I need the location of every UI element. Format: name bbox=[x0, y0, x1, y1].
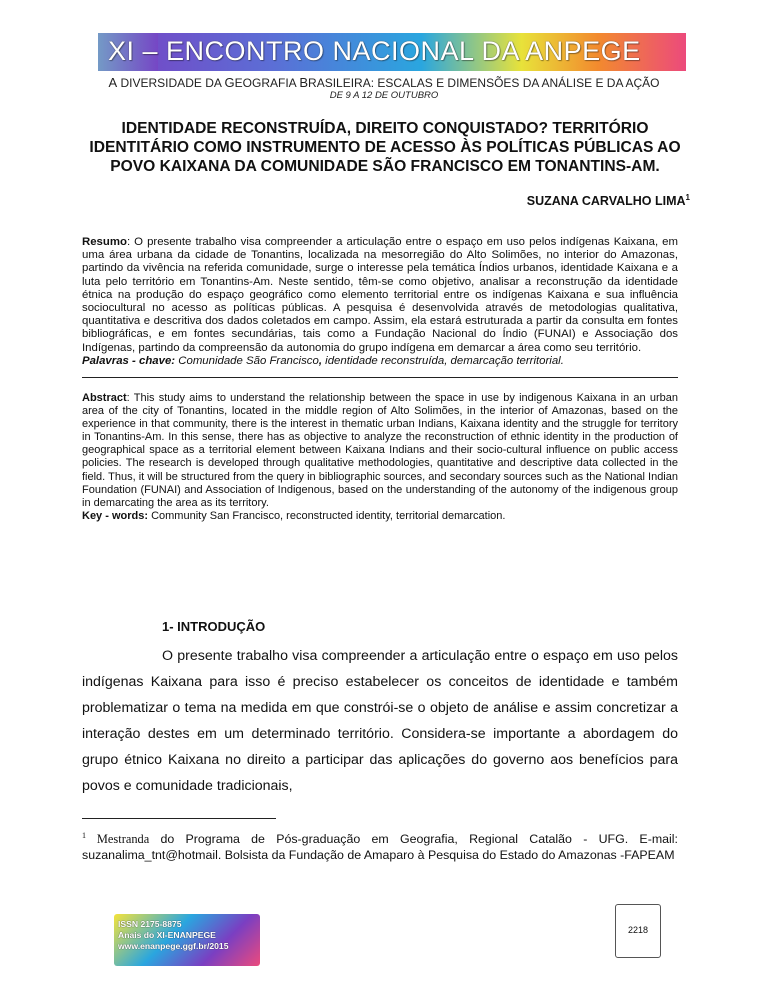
resumo-keywords-comma: , bbox=[318, 354, 322, 367]
conference-banner bbox=[98, 33, 686, 71]
issn-proceedings-line: Anais do XI-ENANPEGE bbox=[118, 930, 216, 940]
resumo-text: : O presente trabalho visa compreender a articulação entre o espaço em uso pelos indígenas Kaixana, em uma área urbana da cidade de Tonantins, localizada na mesorregião do Alto Solimões, no interior do Amazonas, partindo da vivência na referida comunidade, surge o interesse pela temática Índios urbanos, identidade Kaixana e a luta pelo território em Tonantins-Am. Neste sentido, têm-se como objetivo, analisar a reconstrução da identidade étnica na produção do espaço geográfico como elemento territorial entre os indígenas Kaixana e sua influência sociocultural no acesso as políticas públicas. A pesquisa é desenvolvida através de metodologias qualitativa, quantitativa e descritiva dos dados coletados em campo. Assim, ela estará estruturada a partir da consulta em fontes bibliográficas, e em fontes secundárias, tais como a Fundação Nacional do Índio (FUNAI) e Associação dos Indígenas, partindo da compreensão da autonomia do grupo indígena em demarcar a área como seu território. bbox=[82, 236, 678, 354]
issn-url-line: www.enanpege.ggf.br/2015 bbox=[118, 941, 229, 951]
abstract-keywords: Community San Francisco, reconstructed identity, territorial demarcation. bbox=[148, 509, 506, 522]
resumo-label: Resumo bbox=[82, 236, 127, 248]
banner-title: XI – ENCONTRO NACIONAL DA ANPEGE bbox=[108, 36, 641, 66]
resumo-keywords-a: Comunidade São Francisco bbox=[175, 354, 319, 367]
issn-badge bbox=[114, 914, 260, 966]
abstract-text: : This study aims to understand the relationship between the space in use by indigenous Kaixana in an urban area of the city of Tonantins, located in the middle region of Alto Solimões, in the interior of Amazonas, based on the experience in that community, there is the interest in thematic urban Indians, Kaixana identity and the struggle for territory in Tonantins-Am. In this sense, there has as objective to analyze the reconstruction of ethnic identity in the production of geographical space as a territorial element between Kaixana Indians and their socio-cultural influence on public access policies. The research is developed through qualitative methodologies, quantitative and descriptive data collected in the field. Thus, it will be structured from the query in bibliographic sources, and secondary sources such as the National Indian Foundation (FUNAI) and Association of Indigenous, based on the understanding of the autonomy of the indigenous group in demarcating the area as its territory. bbox=[82, 392, 678, 509]
issn-line: ISSN 2175-8875 bbox=[118, 919, 182, 929]
resumo-keywords-b: identidade reconstruída, demarcação territorial. bbox=[322, 354, 564, 367]
abstract-label: Abstract bbox=[82, 392, 127, 404]
footnote bbox=[82, 828, 678, 863]
footnote-text: do Programa de Pós-graduação em Geografia, Regional Catalão - UFG. E-mail: suzanalima_tnt@hotmail. Bolsista da Fundação de Amaparo à Pesquisa do Estado do Amazonas -FAPEAM bbox=[82, 832, 678, 863]
section-divider bbox=[82, 377, 678, 378]
page-number-box bbox=[615, 904, 661, 958]
author-footnote-mark: 1 bbox=[685, 193, 690, 202]
footnote-mark: 1 bbox=[82, 831, 86, 840]
resumo-block bbox=[82, 236, 678, 368]
page-number: 2218 bbox=[627, 925, 649, 935]
paper-title: IDENTIDADE RECONSTRUÍDA, DIREITO CONQUISTADO? TERRITÓRIO IDENTITÁRIO COMO INSTRUMENTO DE ACESSO ÀS POLÍTICAS PÚBLICAS AO POVO KAIXANA DA COMUNIDADE SÃO FRANCISCO EM TONANTINS-AM. bbox=[89, 120, 681, 175]
intro-paragraph: O presente trabalho visa compreender a articulação entre o espaço em uso pelos indígenas Kaixana para isso é preciso estabelecer os conceitos de identidade e também problematizar o tema na medida em que constrói-se o objeto de análise e assim concretizar a interação destes em um determinado território. Considera-se importante a abordagem do grupo étnico Kaixana no direito a participar das aplicações do governo aos benefícios para povos e comunidade tradicionais, bbox=[82, 648, 678, 794]
footnote-rule bbox=[82, 818, 276, 819]
abstract-block bbox=[82, 392, 678, 523]
intro-body bbox=[82, 643, 678, 799]
footnote-lead: Mestranda bbox=[86, 832, 150, 847]
conference-subtitle: A DIVERSIDADE DA GEOGRAFIA BRASILEIRA: ESCALAS E DIMENSÕES DA ANÁLISE E DA AÇÃO bbox=[108, 75, 660, 90]
conference-dates: DE 9 A 12 DE OUTUBRO bbox=[329, 90, 439, 101]
resumo-keywords-label: Palavras - chave: bbox=[82, 354, 176, 367]
author-name: SUZANA CARVALHO LIMA$^1$ bbox=[526, 193, 690, 209]
abstract-keywords-label: Key - words: bbox=[82, 509, 149, 522]
intro-heading: 1- INTRODUÇÃO bbox=[162, 619, 266, 634]
